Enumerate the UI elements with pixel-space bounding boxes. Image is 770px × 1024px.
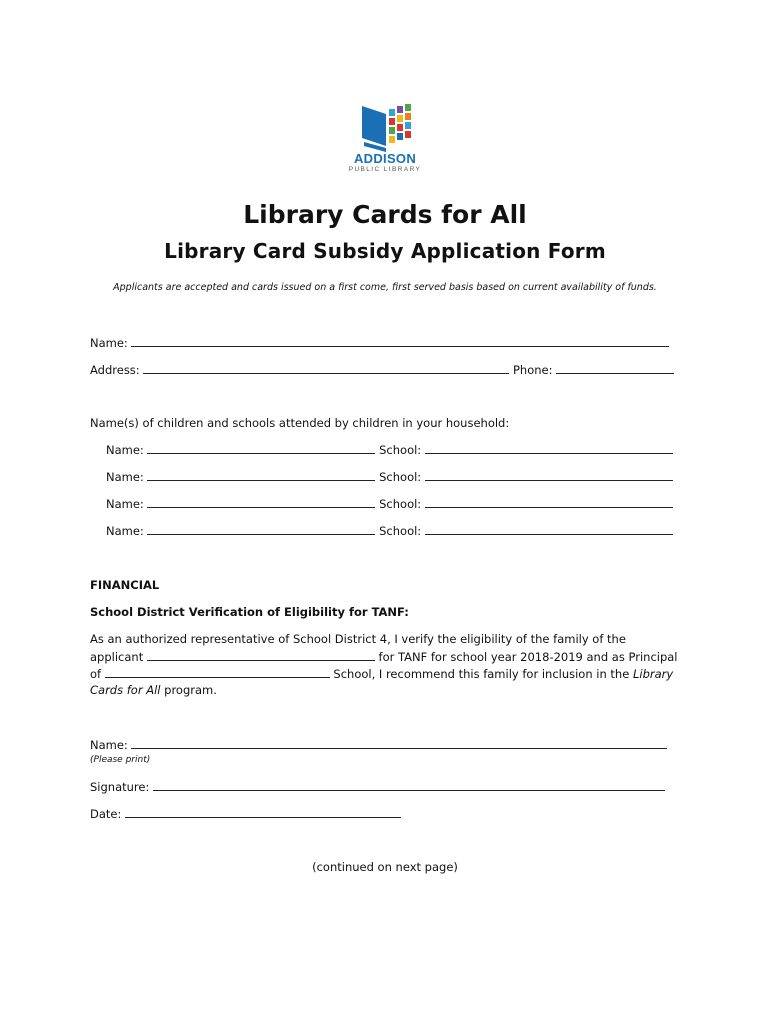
applicant-phone-label: Phone: [513,363,553,377]
date-field[interactable] [125,806,401,818]
child-name-field[interactable] [147,469,375,481]
applicant-address-label: Address: [90,363,140,377]
child-name-field[interactable] [147,442,375,454]
child-school-field[interactable] [425,496,673,508]
continued-note: (continued on next page) [312,860,458,874]
logo-subtitle: PUBLIC LIBRARY [348,166,422,173]
logo-name: ADDISON [353,151,417,166]
child-row [106,469,673,484]
child-row [106,523,673,538]
verification-text-line-2 [90,649,678,664]
school-name-field[interactable] [105,666,330,678]
child-name-label: Name: [106,524,144,538]
applicant-phone-field[interactable] [556,362,674,374]
financial-heading: FINANCIAL [90,578,160,592]
date-row [90,806,401,821]
signature-row [90,779,665,794]
children-heading: Name(s) of children and schools attended by children in your household: [90,416,510,430]
child-row [106,442,673,457]
child-name-label: Name: [106,470,144,484]
of-word: of [90,667,102,681]
child-school-label: School: [379,443,422,457]
verification-heading: School District Verification of Eligibility for TANF: [90,605,409,619]
principal-name-field[interactable] [131,737,667,749]
child-name-field[interactable] [147,496,375,508]
verification-text-line-4 [90,683,217,697]
principal-name-row [90,737,667,752]
signature-field[interactable] [153,779,665,791]
applicant-name-field[interactable] [131,335,669,347]
program-name-part-1: Library [632,667,674,681]
applicant-address-field[interactable] [143,362,509,374]
verified-applicant-field[interactable] [147,649,375,661]
program-word: program. [164,683,217,697]
child-name-label: Name: [106,497,144,511]
applicant-name-row [90,335,669,350]
child-school-field[interactable] [425,442,673,454]
child-school-label: School: [379,524,422,538]
child-school-field[interactable] [425,523,673,535]
program-name-part-2: Cards for All [90,683,161,697]
child-school-label: School: [379,497,422,511]
page-title: Library Cards for All [243,200,527,229]
principal-name-label: Name: [90,738,128,752]
child-school-label: School: [379,470,422,484]
applicant-name-label: Name: [90,336,128,350]
please-print-note: (Please print) [90,755,151,765]
applicant-word: applicant [90,650,144,664]
recommend-text: School, I recommend this family for inclusion in the [333,667,630,681]
verification-text-line-3 [90,666,673,681]
applicant-address-row [90,362,674,377]
child-name-field[interactable] [147,523,375,535]
child-name-label: Name: [106,443,144,457]
verification-text-line-1: As an authorized representative of School District 4, I verify the eligibility of the family of the [90,632,626,646]
child-row [106,496,673,511]
tanf-text: for TANF for school year 2018-2019 and as Principal [378,650,678,664]
child-school-field[interactable] [425,469,673,481]
page-subtitle: Library Card Subsidy Application Form [164,239,606,263]
signature-label: Signature: [90,780,150,794]
date-label: Date: [90,807,122,821]
availability-note: Applicants are accepted and cards issued on a first come, first served basis based on current availability of funds. [113,282,657,293]
